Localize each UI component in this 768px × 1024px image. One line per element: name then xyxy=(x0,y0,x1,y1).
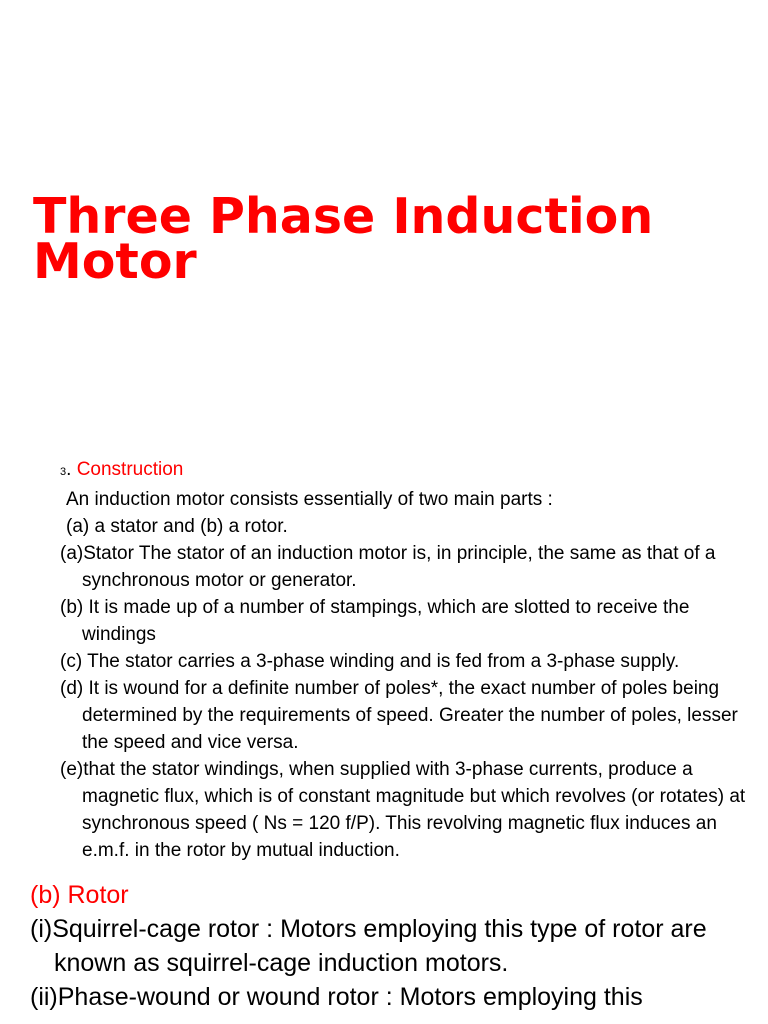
section-number-dot: . xyxy=(66,459,72,480)
rotor-heading: (b) Rotor xyxy=(30,881,129,909)
construction-section xyxy=(60,456,760,864)
list-item-poles: (d) It is wound for a definite number of poles*, the exact number of poles being determined by the requirements of speed. Greater the number of poles, lesser the speed and vice versa. xyxy=(60,678,738,753)
intro-line: An induction motor consists essentially of two main parts : xyxy=(66,489,553,510)
list-item-squirrel-cage: (i)Squirrel-cage rotor : Motors employing this type of rotor are known as squirrel-cage induction motors. xyxy=(30,915,707,977)
rotor-section xyxy=(30,878,750,1014)
parts-line: (a) a stator and (b) a rotor. xyxy=(66,516,288,537)
section-number: 3 xyxy=(60,466,67,478)
list-item-stampings: (b) It is made up of a number of stampings, which are slotted to receive the windings xyxy=(60,597,690,645)
construction-heading-label: Construction xyxy=(76,459,184,480)
list-item-flux: (e)that the stator windings, when supplied with 3-phase currents, produce a magnetic flux, which is of constant magnitude but which revolves (or rotates) at synchronous speed ( Ns = 120 f/P). This revolving magnetic flux induces an e.m.f. in the rotor by mutual induction. xyxy=(60,759,746,861)
list-item-wound-rotor: (ii)Phase-wound or wound rotor : Motors employing this xyxy=(30,983,643,1011)
construction-heading xyxy=(60,456,760,486)
slide-title: Three Phase Induction Motor xyxy=(33,188,654,290)
list-item-winding: (c) The stator carries a 3-phase winding and is fed from a 3-phase supply. xyxy=(60,651,680,672)
list-item-stator: (a)Stator The stator of an induction motor is, in principle, the same as that of a synchronous motor or generator. xyxy=(60,543,716,591)
